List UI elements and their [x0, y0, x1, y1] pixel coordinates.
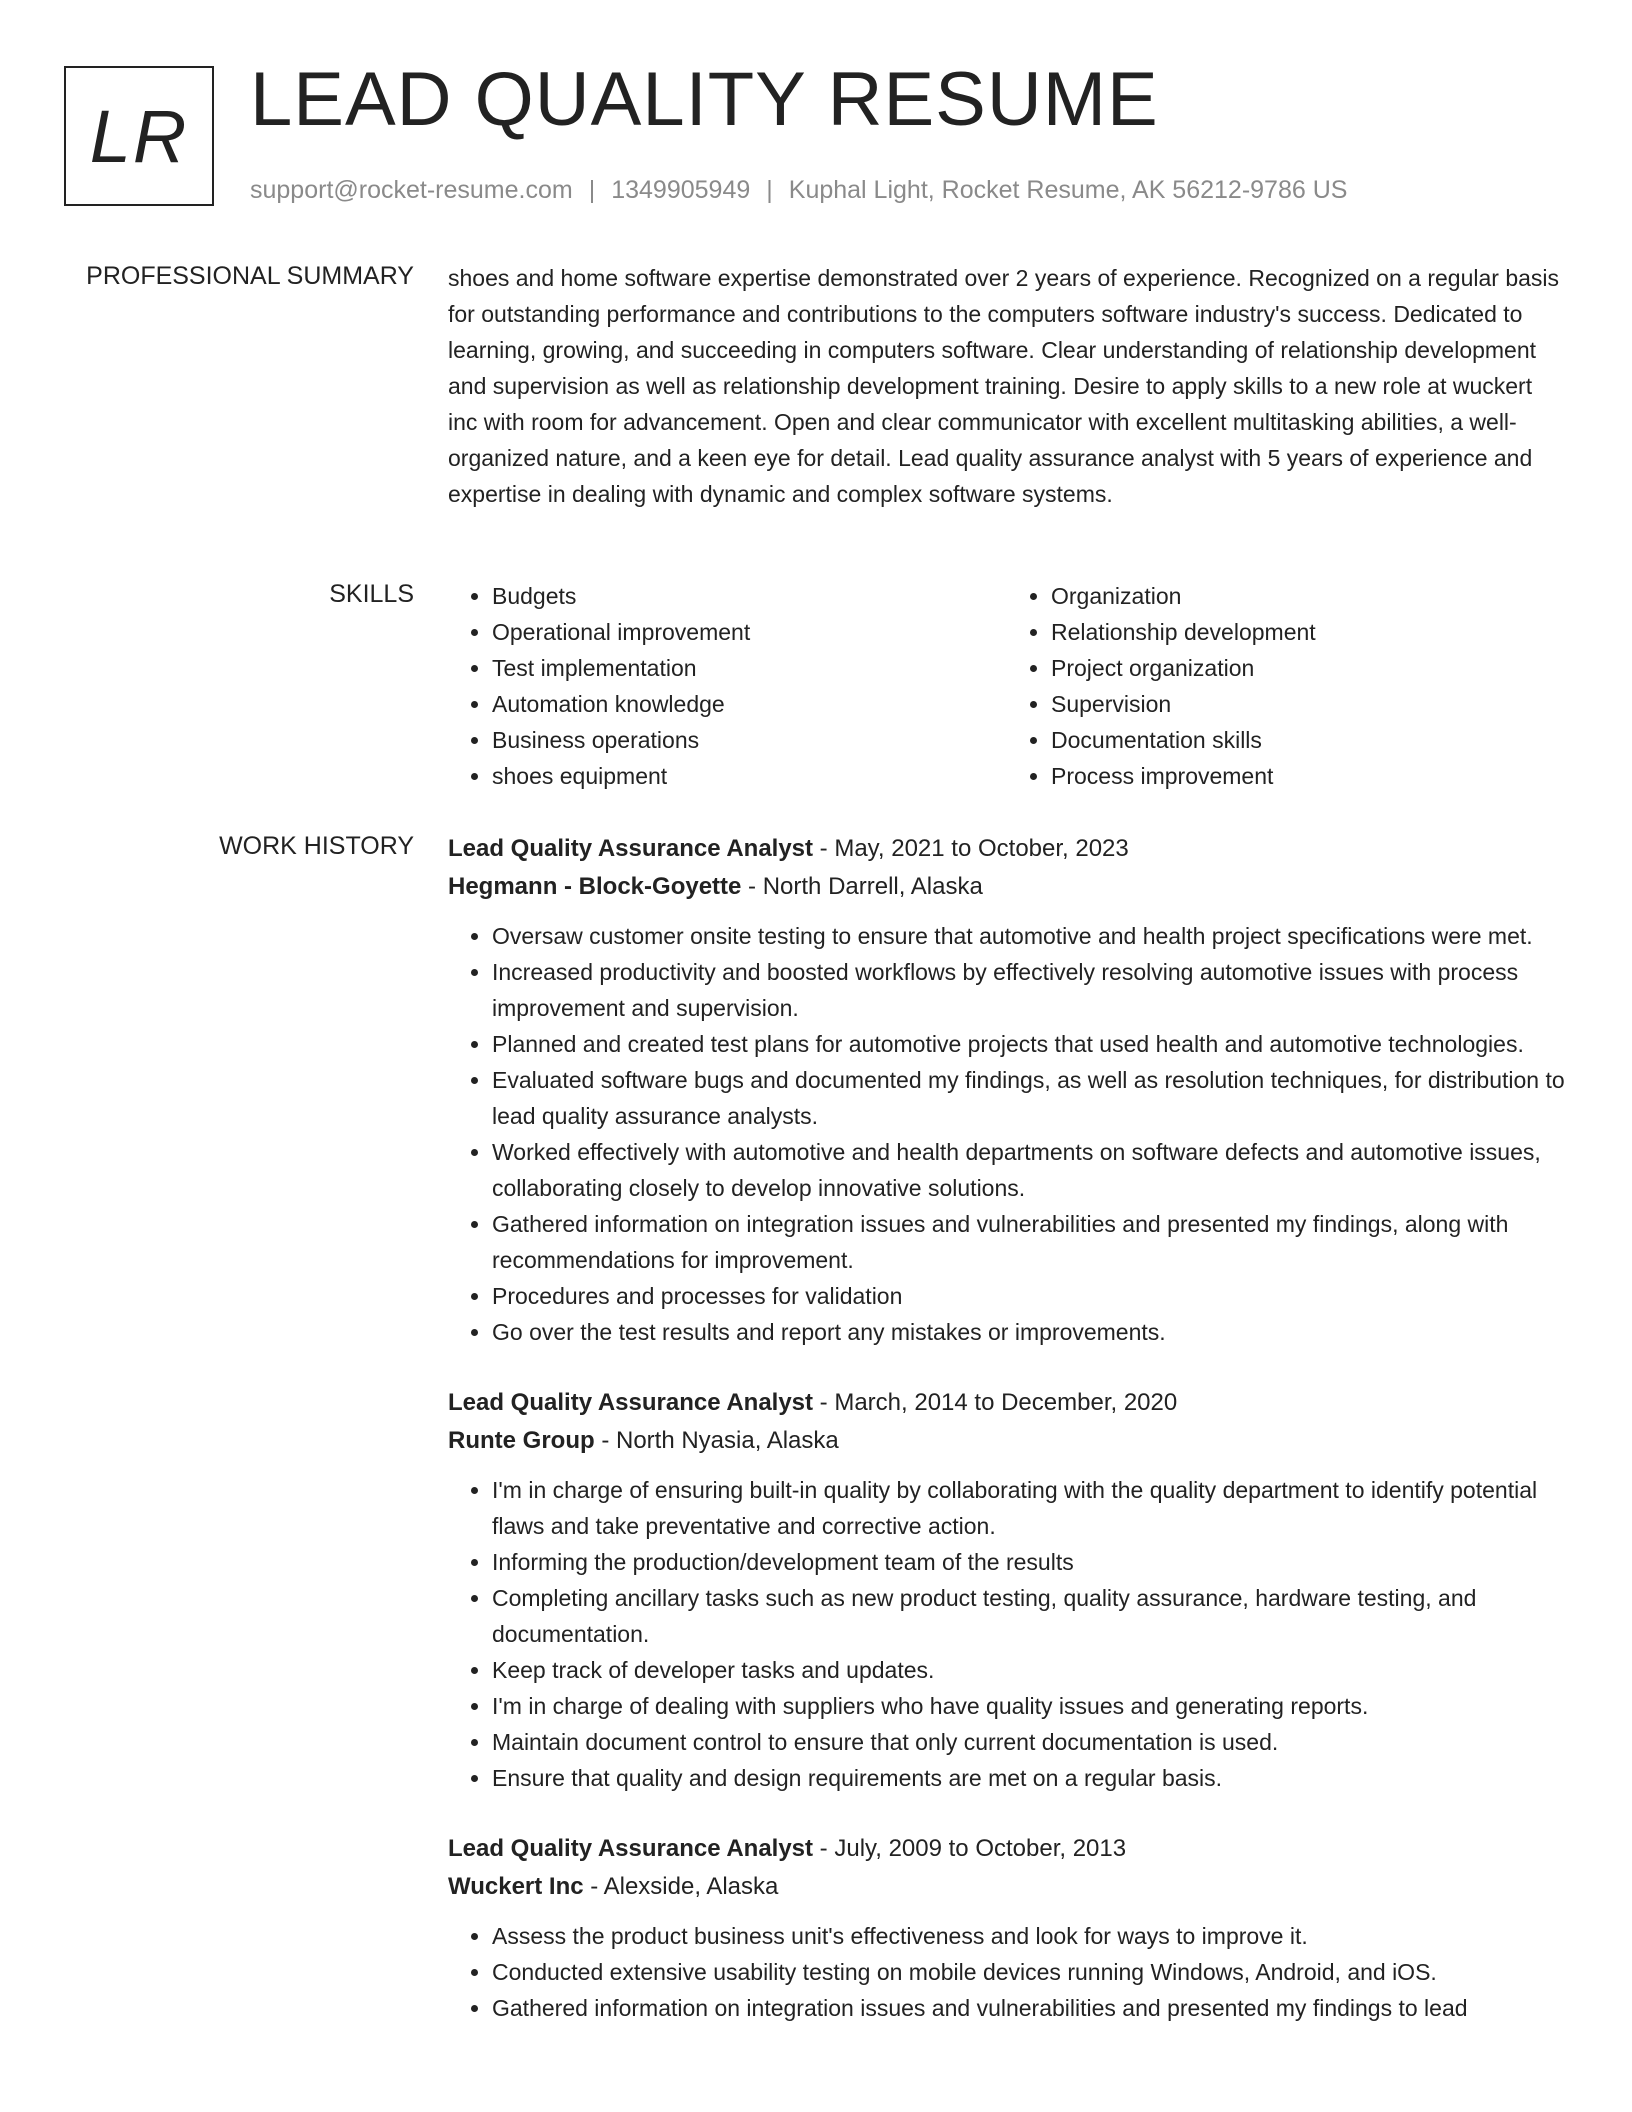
- summary-body: [448, 260, 1566, 512]
- job-dates: - May, 2021 to October, 2023: [813, 835, 1129, 862]
- contact-phone[interactable]: 1349905949: [611, 176, 751, 204]
- job-company: Runte Group: [448, 1427, 595, 1454]
- skill-item: • Budgets: [492, 578, 1007, 614]
- resume-name: LEAD QUALITY RESUME: [250, 57, 1159, 142]
- job-bullet: • Assess the product business unit's effectiveness and look for ways to improve it.: [492, 1918, 1566, 1954]
- skill-item: • Operational improvement: [492, 614, 1007, 650]
- skill-item: • Supervision: [1051, 686, 1566, 722]
- skill-item: • Relationship development: [1051, 614, 1566, 650]
- skill-item: • Project organization: [1051, 650, 1566, 686]
- job-bullet: • Informing the production/development team of the results: [492, 1544, 1566, 1580]
- job-bullet: • Procedures and processes for validation: [492, 1278, 1566, 1314]
- contact-separator: |: [588, 176, 596, 204]
- job-bullets: [448, 1918, 1566, 2026]
- skill-item: • Process improvement: [1051, 758, 1566, 794]
- job-bullet: • Oversaw customer onsite testing to ensure that automotive and health project specifications were met.: [492, 918, 1566, 954]
- job-bullets: [448, 918, 1566, 1350]
- skill-item: • Test implementation: [492, 650, 1007, 686]
- skills-grid: [448, 578, 1566, 794]
- section-label-skills: SKILLS: [329, 580, 414, 608]
- work-history-body: [448, 830, 1566, 2060]
- job-bullet: • Keep track of developer tasks and updates.: [492, 1652, 1566, 1688]
- skills-body: [448, 578, 1566, 794]
- job-title: Lead Quality Assurance Analyst: [448, 835, 814, 862]
- job-location: - North Nyasia, Alaska: [594, 1427, 839, 1454]
- contact-email[interactable]: support@rocket-resume.com: [250, 176, 573, 204]
- job-bullet: • Maintain document control to ensure that only current documentation is used.: [492, 1724, 1566, 1760]
- job-bullet: • Increased productivity and boosted workflows by effectively resolving automotive issues with process improvement and supervision.: [492, 954, 1566, 1026]
- section-label-work-history: WORK HISTORY: [219, 832, 414, 860]
- job-bullet: • Go over the test results and report any mistakes or improvements.: [492, 1314, 1566, 1350]
- skill-item: • Organization: [1051, 578, 1566, 614]
- job-title-line: [448, 830, 1566, 868]
- job-company-line: [448, 1868, 1566, 1906]
- job-company-line: [448, 868, 1566, 906]
- skill-item: • Documentation skills: [1051, 722, 1566, 758]
- summary-text: shoes and home software expertise demonstrated over 2 years of experience. Recognized on a regular basis for outstanding performance and contributions to the computers software industry's success. Dedicated to learning, growing, and succeeding in computers software. Clear understanding of relationship development and supervision as well as relationship development training. Desire to apply skills to a new role at wuckert inc with room for advancement. Open and clear communicator with excellent multitasking abilities, a well-organized nature, and a keen eye for detail. Lead quality assurance analyst with 5 years of experience and expertise in dealing with dynamic and complex software systems.: [448, 265, 1560, 507]
- skill-item: • Automation knowledge: [492, 686, 1007, 722]
- job-bullet: • I'm in charge of ensuring built-in quality by collaborating with the quality department to identify potential flaws and take preventative and corrective action.: [492, 1472, 1566, 1544]
- monogram-logo: LR: [64, 66, 214, 206]
- job-bullet: • Conducted extensive usability testing on mobile devices running Windows, Android, and iOS.: [492, 1954, 1566, 1990]
- job-bullet: • Completing ancillary tasks such as new product testing, quality assurance, hardware testing, and documentation.: [492, 1580, 1566, 1652]
- contact-line: [250, 176, 1347, 205]
- job-title-line: [448, 1830, 1566, 1868]
- job-title-line: [448, 1384, 1566, 1422]
- job-title: Lead Quality Assurance Analyst: [448, 1389, 814, 1416]
- job-bullet: • Planned and created test plans for automotive projects that used health and automotive technologies.: [492, 1026, 1566, 1062]
- job-bullet: • Evaluated software bugs and documented my findings, as well as resolution techniques, for distribution to lead quality assurance analysts.: [492, 1062, 1566, 1134]
- job-company: Hegmann - Block-Goyette: [448, 873, 742, 900]
- skills-column-left: [448, 578, 1007, 794]
- job-bullet: • Worked effectively with automotive and health departments on software defects and automotive issues, collaborating closely to develop innovative solutions.: [492, 1134, 1566, 1206]
- skill-item: • shoes equipment: [492, 758, 1007, 794]
- job-title: Lead Quality Assurance Analyst: [448, 1835, 814, 1862]
- section-label-summary: PROFESSIONAL SUMMARY: [86, 262, 414, 290]
- job-bullet: • Gathered information on integration issues and vulnerabilities and presented my findings to lead: [492, 1990, 1566, 2026]
- skills-column-right: [1007, 578, 1566, 794]
- job-bullets: [448, 1472, 1566, 1796]
- job-bullet: • Gathered information on integration issues and vulnerabilities and presented my findings, along with recommendations for improvement.: [492, 1206, 1566, 1278]
- job-entry: [448, 1830, 1566, 2026]
- skill-item: • Business operations: [492, 722, 1007, 758]
- job-dates: - March, 2014 to December, 2020: [813, 1389, 1178, 1416]
- job-company: Wuckert Inc: [448, 1873, 584, 1900]
- job-entry: [448, 830, 1566, 1350]
- job-location: - Alexside, Alaska: [583, 1873, 779, 1900]
- contact-address: Kuphal Light, Rocket Resume, AK 56212-9786 US: [788, 176, 1348, 204]
- job-location: - North Darrell, Alaska: [741, 873, 983, 900]
- contact-separator: |: [766, 176, 773, 204]
- job-company-line: [448, 1422, 1566, 1460]
- job-bullet: • Ensure that quality and design requirements are met on a regular basis.: [492, 1760, 1566, 1796]
- job-entry: [448, 1384, 1566, 1796]
- job-bullet: • I'm in charge of dealing with suppliers who have quality issues and generating reports.: [492, 1688, 1566, 1724]
- job-dates: - July, 2009 to October, 2013: [813, 1835, 1127, 1862]
